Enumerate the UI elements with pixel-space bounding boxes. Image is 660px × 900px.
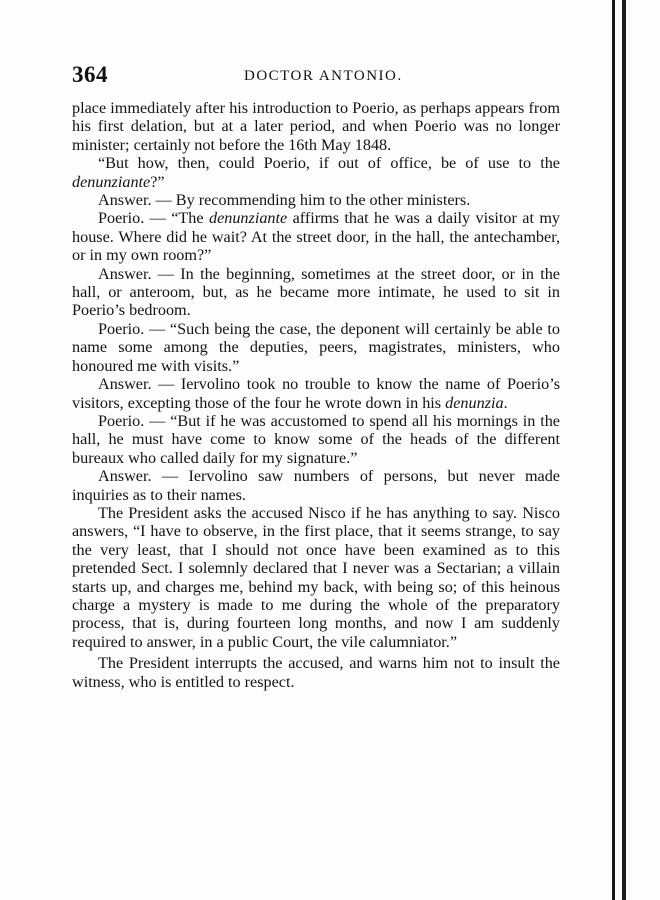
body-text <box>72 99 560 691</box>
page-binding-edge <box>612 0 615 900</box>
paragraph: Answer. — In the beginning, sometimes at the street door, or in the hall, or anteroom, but, as he became more intimate, he used to sit in Poerio’s bedroom. <box>72 264 560 320</box>
paragraph: The President asks the accused Nisco if he has anything to say. Nisco answers, “I have to observe, in the first place, that it seems strange, to say the very least, that I should not once have been examined as to this pretended Sect. I solemnly declared that I never was a Sectarian; a villain starts up, and charges me, behind my back, with being so; of this heinous charge a mystery is made to me during the whole of the preparatory process, that is, during fourteen long months, and now I am suddenly required to answer, in a public Court, the vile calumniator.” <box>72 503 560 651</box>
paragraph: Poerio. — “Such being the case, the deponent will certainly be able to name some among the deputies, peers, magistrates, ministers, who honoured me with visits.” <box>72 319 560 375</box>
paragraph: The President interrupts the accused, and warns him not to insult the witness, who is entitled to respect. <box>72 654 560 691</box>
paragraph: Answer. — Iervolino took no trouble to know the name of Poerio’s visitors, excepting those of the four he wrote down in his denunzia. <box>72 375 560 412</box>
paragraph: place immediately after his introduction to Poerio, as perhaps appears from his first delation, but at a later period, and when Poerio was no longer minister; certainly not before the 16th May 1848. <box>72 99 560 154</box>
paragraph: Answer. — Iervolino saw numbers of persons, but never made inquiries as to their names. <box>72 467 560 504</box>
paragraph: “But how, then, could Poerio, if out of office, be of use to the denunziante?” <box>72 154 560 191</box>
page-number: 364 <box>72 62 108 87</box>
running-head: DOCTOR ANTONIO. <box>244 68 403 84</box>
paragraph: Poerio. — “But if he was accustomed to spend all his mornings in the hall, he must have come to know some of the heads of the different bureaux who called daily for my signature.” <box>72 411 560 467</box>
paragraph: Answer. — By recommending him to the other ministers. <box>98 191 471 210</box>
page-header <box>72 62 560 92</box>
paragraph: Poerio. — “The denunziante affirms that he was a daily visitor at my house. Where did he wait? At the street door, in the hall, the antechamber, or in my own room?” <box>72 209 560 265</box>
page-binding-shadow <box>622 0 626 900</box>
